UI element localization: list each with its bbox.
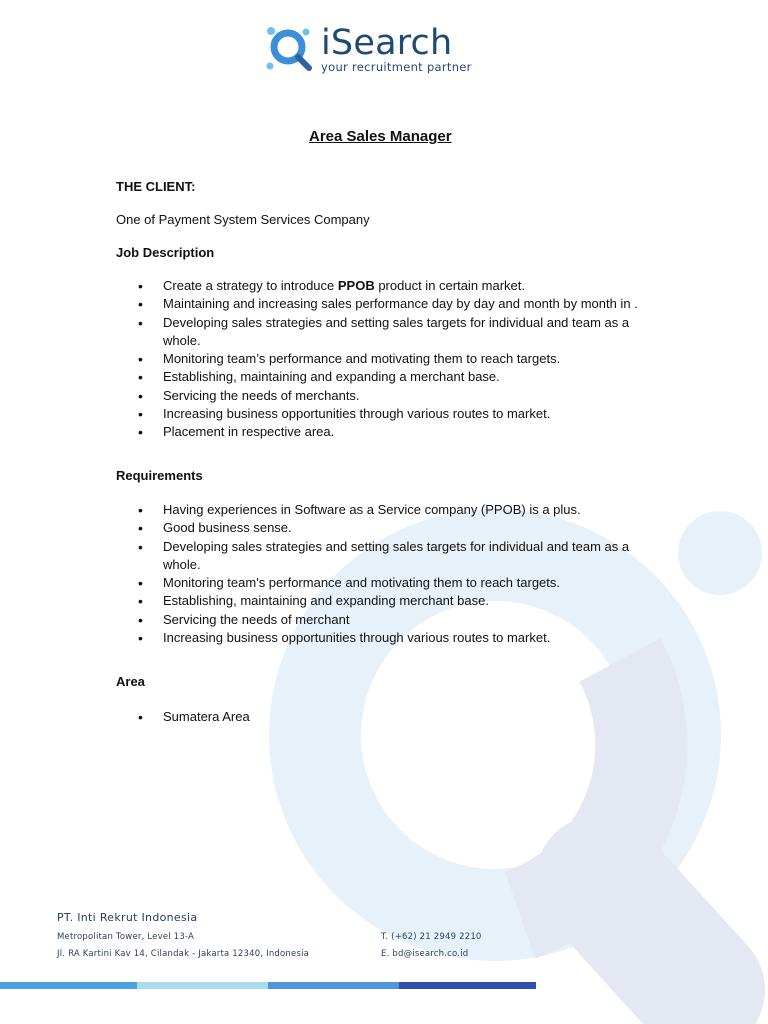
job-description-item (116, 368, 646, 386)
footer-phone: T. (+62) 21 2949 2210 (381, 932, 482, 942)
requirement-item: • Developing sales strategies and setting sales targets for individual and team as a whole. (116, 538, 646, 575)
requirement-item: • Monitoring team's performance and motivating them to reach targets. (116, 574, 646, 592)
logo-name: iSearch (321, 23, 453, 63)
requirements-list (116, 501, 646, 647)
footer (0, 905, 768, 1024)
item-text: Monitoring team’s performance and motivating them to reach targets. (163, 351, 561, 367)
item-text: Create a strategy to introduce (163, 278, 338, 293)
item-text: Servicing the needs of merchants. (163, 387, 360, 403)
requirement-item: • Servicing the needs of merchant (116, 611, 646, 629)
footer-color-bar (399, 982, 536, 989)
area-list (116, 708, 646, 726)
job-description-item (116, 423, 646, 441)
isearch-logo-icon (265, 24, 315, 74)
job-description-item (116, 387, 646, 405)
item-text: Developing sales strategies and setting sales targets for individual and team as a whole. (163, 314, 630, 348)
logo-tagline: your recruitment partner (321, 60, 472, 74)
footer-address-line2: Jl. RA Kartini Kav 14, Cilandak - Jakarta 12340, Indonesia (57, 949, 310, 959)
company-logo (265, 24, 472, 76)
client-text: One of Payment System Services Company (116, 212, 370, 227)
footer-address-line1: Metropolitan Tower, Level 13-A (57, 932, 195, 942)
item-text: Establishing, maintaining and expanding a merchant base. (163, 369, 500, 385)
client-heading: THE CLIENT: (116, 179, 196, 194)
job-description-item (116, 314, 646, 351)
page-title: Area Sales Manager (309, 128, 452, 145)
area-item: • Sumatera Area (116, 708, 646, 726)
footer-color-bar (268, 982, 399, 989)
requirements-heading: Requirements (116, 468, 203, 483)
requirement-item: • Increasing business opportunities through various routes to market. (116, 629, 646, 647)
job-description-item (116, 295, 646, 313)
requirement-item: • Good business sense. (116, 519, 646, 537)
requirement-item: • Establishing, maintaining and expanding merchant base. (116, 592, 646, 610)
job-description-item (116, 277, 646, 295)
footer-color-bar (137, 982, 268, 989)
job-description-list (116, 277, 646, 442)
item-text: product in certain market. (374, 278, 526, 293)
job-description-item (116, 350, 646, 368)
job-description-item (116, 405, 646, 423)
footer-email: E. bd@isearch.co.id (381, 949, 469, 959)
requirement-item: • Having experiences in Software as a Service company (PPOB) is a plus. (116, 501, 646, 519)
job-description-heading: Job Description (116, 245, 215, 260)
footer-color-bar (0, 982, 137, 989)
item-text: Increasing business opportunities through various routes to market. (163, 406, 551, 422)
item-text: Maintaining and increasing sales performance day by day and month by month in . (163, 296, 638, 312)
area-heading: Area (116, 674, 145, 689)
item-text: Placement in respective area. (163, 424, 335, 440)
footer-company: PT. Inti Rekrut Indonesia (57, 911, 198, 924)
bold-term: PPOB (337, 278, 375, 293)
